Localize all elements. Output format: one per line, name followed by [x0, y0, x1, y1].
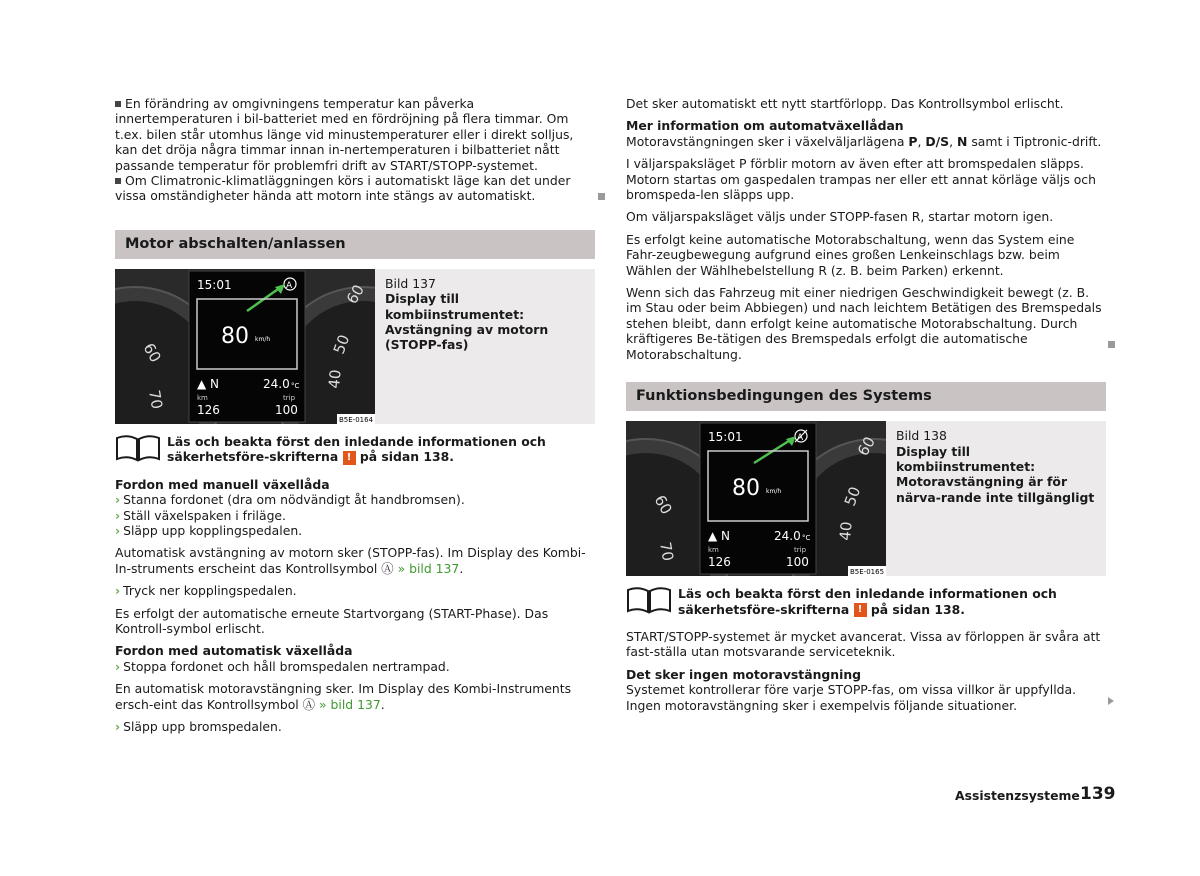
section-end-square-icon — [598, 193, 605, 200]
right-column — [626, 96, 1106, 720]
subheading-manual: Fordon med manuell växellåda — [115, 476, 330, 492]
display-time: 15:01 — [708, 430, 743, 445]
section-end-square-icon — [1108, 341, 1115, 348]
figure-label: Bild 138 — [896, 428, 947, 444]
svg-text:km/h: km/h — [766, 488, 782, 496]
figure-138 — [626, 421, 1106, 576]
svg-text:126: 126 — [197, 402, 220, 417]
gauge-number: 60 — [342, 281, 369, 307]
book-icon — [626, 586, 672, 614]
svg-text:trip: trip — [283, 393, 296, 402]
continue-triangle-icon — [1108, 697, 1114, 705]
step-arrow-icon: › — [115, 492, 121, 508]
svg-text:km/h: km/h — [255, 335, 271, 343]
advanced-paragraph: START/STOPP-systemet är mycket avancerat. Vissa av förloppen är svåra att fast-ställa utan motsvarande serviceteknik. — [626, 629, 1101, 660]
gauge-number: 60 — [139, 339, 165, 366]
instrument-display-image — [626, 421, 886, 576]
svg-text:°C: °C — [802, 534, 811, 543]
note-page-ref[interactable]: på sidan 138. — [870, 601, 965, 617]
gear-indicator: ▲ — [197, 376, 207, 391]
subheading-none: Det sker ingen motoravstängning — [626, 666, 862, 682]
step-arrow-icon: › — [115, 658, 121, 674]
figure-caption — [375, 269, 595, 424]
intro-bullet-text: Om Climatronic-klimatläggningen körs i automatiskt läge kan det under vissa omständigheter hända att motorn inte stängs av automatiskt. — [115, 173, 571, 204]
gauge-number: 70 — [145, 388, 167, 411]
intro-bullet — [115, 96, 595, 204]
section-heading: Funktionsbedingungen des Systems — [626, 382, 1106, 411]
svg-text:A: A — [286, 280, 293, 291]
svg-text:N: N — [210, 376, 219, 391]
gauge-number: 60 — [853, 433, 880, 460]
figure-code: B5E-0164 — [339, 415, 374, 424]
bullet-square-icon — [115, 101, 121, 107]
figure-caption — [886, 421, 1106, 576]
book-icon — [115, 434, 161, 462]
instrument-display-image — [115, 269, 375, 424]
section-heading: Motor abschalten/anlassen — [115, 230, 595, 259]
warning-icon: ! — [343, 451, 356, 465]
note-text: Läs och beakta först den inledande informationen och säkerhetsföre-skrifterna — [167, 433, 546, 465]
subheading-more: Mer information om automatväxellådan — [626, 118, 904, 134]
figure-137 — [115, 269, 595, 424]
display-time: 15:01 — [197, 277, 232, 292]
gauge-number: 50 — [840, 484, 865, 509]
gauge-number: 40 — [325, 368, 345, 390]
step-arrow-icon: › — [115, 583, 121, 599]
none-paragraph: Systemet kontrollerar före varje STOPP-fas, om vissa villkor är uppfyllda. Ingen motoravstängning sker i exempelvis följande situationer. — [626, 682, 1077, 713]
figure-label: Bild 137 — [385, 275, 436, 291]
step-arrow-icon: › — [115, 522, 121, 538]
manual-step2: › Tryck ner kopplingspedalen. — [115, 583, 297, 599]
stopp-paragraph: Om väljarspaksläget väljs under STOPP-fasen R, startar motorn igen. — [626, 209, 1054, 225]
gauge-number: 40 — [836, 520, 856, 542]
intro-bullet-text: En förändring av omgivningens temperatur kan påverka innertemperaturen i bil-batteriet med en fördröjning på flera timmar. Om t.ex. bilen står utomhus länge vid minustemperaturer eller i direkt solljus, kan det dröja några timmar innan in-nertemperaturen i bilbatteriet nått passande temperatur för problemfri drift av START/STOPP-systemet. — [115, 96, 574, 173]
svg-text:°C: °C — [291, 381, 300, 390]
figure-caption-text: Display till kombiinstrumentet: Avstängning av motorn (STOPP-fas) — [385, 291, 549, 353]
park-paragraph: I väljarspaksläget P förblir motorn av även efter att bromspedalen släpps. Motorn startas om gaspedalen trampas ner eller ett annat körläge väljs och bromspeda-len släpps upp. — [626, 156, 1096, 203]
safety-note — [115, 434, 595, 465]
gauge-number: 50 — [329, 332, 354, 357]
gauge-number: 70 — [656, 540, 678, 563]
control-symbol-icon: Ⓐ — [381, 560, 394, 576]
more-text: Motoravstängningen sker i växelväljarlägena P, D/S, N samt i Tiptronic-drift. — [626, 133, 1102, 149]
note-page-ref[interactable]: på sidan 138. — [359, 449, 454, 465]
svg-text:A: A — [797, 433, 804, 444]
step-arrow-icon: › — [115, 719, 121, 735]
svg-text:km: km — [197, 393, 208, 402]
svg-text:N: N — [721, 529, 730, 544]
control-symbol-icon: Ⓐ — [302, 696, 316, 712]
auto-step: › Stoppa fordonet och håll bromspedalen nertrampad. — [115, 658, 450, 674]
figure-link[interactable]: » bild 137 — [319, 696, 381, 712]
gear-indicator: ▲ — [708, 529, 718, 544]
auto-step2: › Släpp upp bromspedalen. — [115, 719, 282, 735]
speed-paragraph: Wenn sich das Fahrzeug mit einer niedrigen Geschwindigkeit bewegt (z. B. im Stau oder beim Abbiegen) und nach leichtem Betätigen des Bremspedals stehen bleibt, dann erfolgt keine automatische Motorabschaltung. Durch kräftigeres Be-tätigen des Bremspedals erfolgt die automatische Motorabschaltung. — [626, 285, 1102, 362]
svg-text:24.0: 24.0 — [263, 376, 290, 391]
display-speed: 80 — [732, 476, 760, 502]
page-number: 139 — [1080, 784, 1116, 804]
svg-text:trip: trip — [794, 546, 807, 555]
right-paragraph: Det sker automatiskt ett nytt startförlopp. Das Kontrollsymbol erlischt. — [626, 96, 1064, 111]
safety-note — [626, 586, 1106, 617]
figure-caption-text: Display till kombiinstrumentet: Motoravstängning är för närva-rande inte tillgängligt — [896, 443, 1095, 505]
manual-steps: › Stanna fordonet (dra om nödvändigt åt handbromsen). › Ställ växelspaken i friläge. › Släpp upp kopplingspedalen. — [115, 492, 465, 538]
svg-text:100: 100 — [275, 402, 298, 417]
svg-text:km: km — [708, 546, 719, 555]
svg-text:126: 126 — [708, 555, 731, 570]
figure-link[interactable]: » bild 137 — [397, 560, 460, 576]
display-speed: 80 — [221, 323, 249, 349]
svg-text:24.0: 24.0 — [774, 529, 801, 544]
manual-paragraph: Automatisk avstängning av motorn sker (STOPP-fas). Im Display des Kombi-In-struments erscheint das Kontrollsymbol Ⓐ » bild 137. — [115, 545, 586, 576]
bullet-square-icon — [115, 178, 121, 184]
restart-paragraph: Es erfolgt der automatische erneute Startvorgang (START-Phase). Das Kontroll-symbol erlischt. — [115, 605, 549, 636]
gauge-number: 60 — [650, 492, 676, 518]
auto-paragraph: En automatisk motoravstängning sker. Im Display des Kombi-Instruments ersch-eint das Kontrollsymbol Ⓐ » bild 137. — [115, 681, 572, 712]
note-text: Läs och beakta först den inledande informationen och säkerhetsföre-skrifterna — [678, 586, 1057, 617]
left-column — [115, 96, 595, 741]
subheading-auto: Fordon med automatisk växellåda — [115, 643, 353, 659]
step-arrow-icon: › — [115, 507, 121, 523]
figure-code: B5E-0165 — [850, 568, 885, 577]
steering-paragraph: Es erfolgt keine automatische Motorabschaltung, wenn das System eine Fahr-zeugbewegung aufgrund eines großen Lenkeinschlags bzw. beim Wählen der Wählhebelstellung R (z. B. beim Parken) erkennt. — [626, 231, 1075, 278]
footer-section: Assistenzsysteme — [955, 788, 1080, 803]
warning-icon: ! — [854, 603, 867, 617]
svg-text:100: 100 — [786, 555, 809, 570]
